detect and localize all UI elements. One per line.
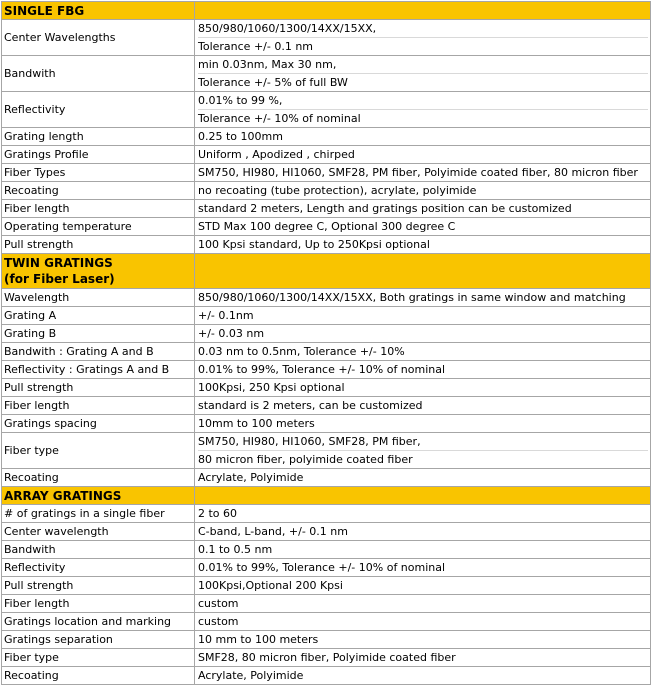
spec-label: Fiber Types: [2, 164, 195, 182]
spec-value-line: Tolerance +/- 5% of full BW: [198, 73, 648, 91]
spec-value: 0.01% to 99%, Tolerance +/- 10% of nominal: [195, 361, 651, 379]
table-row: [2, 649, 651, 667]
section-title-line: (for Fiber Laser): [4, 272, 115, 286]
spec-value: 100 Kpsi standard, Up to 250Kpsi optional: [195, 236, 651, 254]
section-header-blank: [195, 487, 651, 505]
spec-value-line: Tolerance +/- 0.1 nm: [198, 37, 648, 55]
spec-value: [195, 92, 651, 128]
table-row: [2, 523, 651, 541]
spec-value-line: min 0.03nm, Max 30 nm,: [198, 58, 337, 71]
table-row: [2, 559, 651, 577]
table-row: [2, 218, 651, 236]
table-row: [2, 20, 651, 56]
spec-value-line: SM750, HI980, HI1060, SMF28, PM fiber,: [198, 435, 421, 448]
section-header-single-fbg: [2, 2, 651, 20]
spec-value: 10mm to 100 meters: [195, 415, 651, 433]
spec-label: Fiber length: [2, 200, 195, 218]
spec-value-line: Tolerance +/- 10% of nominal: [198, 109, 648, 127]
section-header-blank: [195, 254, 651, 289]
spec-value-line: 80 micron fiber, polyimide coated fiber: [198, 450, 648, 468]
spec-table-body: [2, 2, 651, 685]
spec-value: [195, 56, 651, 92]
spec-value: Acrylate, Polyimide: [195, 667, 651, 685]
spec-value: Uniform , Apodized , chirped: [195, 146, 651, 164]
table-row: [2, 397, 651, 415]
spec-label: Bandwith : Grating A and B: [2, 343, 195, 361]
spec-label: Fiber type: [2, 433, 195, 469]
table-row: [2, 92, 651, 128]
spec-label: Reflectivity: [2, 92, 195, 128]
table-row: [2, 469, 651, 487]
fbg-spec-table: [1, 1, 651, 685]
spec-value: [195, 433, 651, 469]
section-header-array-gratings: [2, 487, 651, 505]
table-row: [2, 289, 651, 307]
spec-label: Bandwith: [2, 56, 195, 92]
spec-label: Gratings spacing: [2, 415, 195, 433]
spec-value: STD Max 100 degree C, Optional 300 degree C: [195, 218, 651, 236]
spec-value: custom: [195, 595, 651, 613]
section-title: [2, 2, 195, 20]
spec-value: 0.01% to 99%, Tolerance +/- 10% of nominal: [195, 559, 651, 577]
spec-value: 0.1 to 0.5 nm: [195, 541, 651, 559]
spec-label: Grating A: [2, 307, 195, 325]
table-row: [2, 361, 651, 379]
table-row: [2, 146, 651, 164]
spec-value: 850/980/1060/1300/14XX/15XX, Both gratings in same window and matching: [195, 289, 651, 307]
spec-label: Center wavelength: [2, 523, 195, 541]
table-row: [2, 379, 651, 397]
spec-label: Pull strength: [2, 379, 195, 397]
spec-label: Pull strength: [2, 577, 195, 595]
spec-label: Reflectivity : Gratings A and B: [2, 361, 195, 379]
spec-value: 10 mm to 100 meters: [195, 631, 651, 649]
table-row: [2, 343, 651, 361]
spec-value: 0.03 nm to 0.5nm, Tolerance +/- 10%: [195, 343, 651, 361]
section-header-twin-gratings: [2, 254, 651, 289]
section-header-blank: [195, 2, 651, 20]
section-title: [2, 487, 195, 505]
table-row: [2, 307, 651, 325]
table-row: [2, 56, 651, 92]
spec-value-line: 0.01% to 99 %,: [198, 94, 283, 107]
spec-label: Grating length: [2, 128, 195, 146]
spec-value: 2 to 60: [195, 505, 651, 523]
spec-label: Gratings Profile: [2, 146, 195, 164]
spec-value: [195, 20, 651, 56]
table-row: [2, 415, 651, 433]
table-row: [2, 325, 651, 343]
table-row: [2, 433, 651, 469]
table-row: [2, 200, 651, 218]
table-row: [2, 236, 651, 254]
table-row: [2, 505, 651, 523]
spec-label: Fiber length: [2, 595, 195, 613]
spec-label: Reflectivity: [2, 559, 195, 577]
spec-value-line: 850/980/1060/1300/14XX/15XX,: [198, 22, 377, 35]
spec-value: SMF28, 80 micron fiber, Polyimide coated fiber: [195, 649, 651, 667]
spec-label: Fiber type: [2, 649, 195, 667]
table-row: [2, 595, 651, 613]
table-row: [2, 128, 651, 146]
spec-label: Recoating: [2, 469, 195, 487]
spec-value: custom: [195, 613, 651, 631]
spec-value: standard 2 meters, Length and gratings position can be customized: [195, 200, 651, 218]
spec-label: Center Wavelengths: [2, 20, 195, 56]
spec-label: Pull strength: [2, 236, 195, 254]
spec-value: Acrylate, Polyimide: [195, 469, 651, 487]
table-row: [2, 577, 651, 595]
spec-label: Gratings location and marking: [2, 613, 195, 631]
spec-label: Operating temperature: [2, 218, 195, 236]
spec-label: Recoating: [2, 182, 195, 200]
spec-value: 100Kpsi, 250 Kpsi optional: [195, 379, 651, 397]
spec-value: SM750, HI980, HI1060, SMF28, PM fiber, Polyimide coated fiber, 80 micron fiber: [195, 164, 651, 182]
table-row: [2, 667, 651, 685]
spec-value: +/- 0.1nm: [195, 307, 651, 325]
spec-label: Gratings separation: [2, 631, 195, 649]
section-title: [2, 254, 195, 289]
table-row: [2, 613, 651, 631]
table-row: [2, 182, 651, 200]
spec-value: C-band, L-band, +/- 0.1 nm: [195, 523, 651, 541]
section-title-line: SINGLE FBG: [4, 3, 85, 18]
spec-value: +/- 0.03 nm: [195, 325, 651, 343]
spec-value: 100Kpsi,Optional 200 Kpsi: [195, 577, 651, 595]
spec-label: Recoating: [2, 667, 195, 685]
table-row: [2, 541, 651, 559]
spec-value: standard is 2 meters, can be customized: [195, 397, 651, 415]
spec-label: Grating B: [2, 325, 195, 343]
spec-value: 0.25 to 100mm: [195, 128, 651, 146]
spec-label: # of gratings in a single fiber: [2, 505, 195, 523]
table-row: [2, 164, 651, 182]
section-title-line: TWIN GRATINGS: [4, 256, 113, 270]
table-row: [2, 631, 651, 649]
spec-label: Bandwith: [2, 541, 195, 559]
spec-label: Wavelength: [2, 289, 195, 307]
spec-value: no recoating (tube protection), acrylate, polyimide: [195, 182, 651, 200]
spec-label: Fiber length: [2, 397, 195, 415]
section-title-line: ARRAY GRATINGS: [4, 488, 122, 503]
